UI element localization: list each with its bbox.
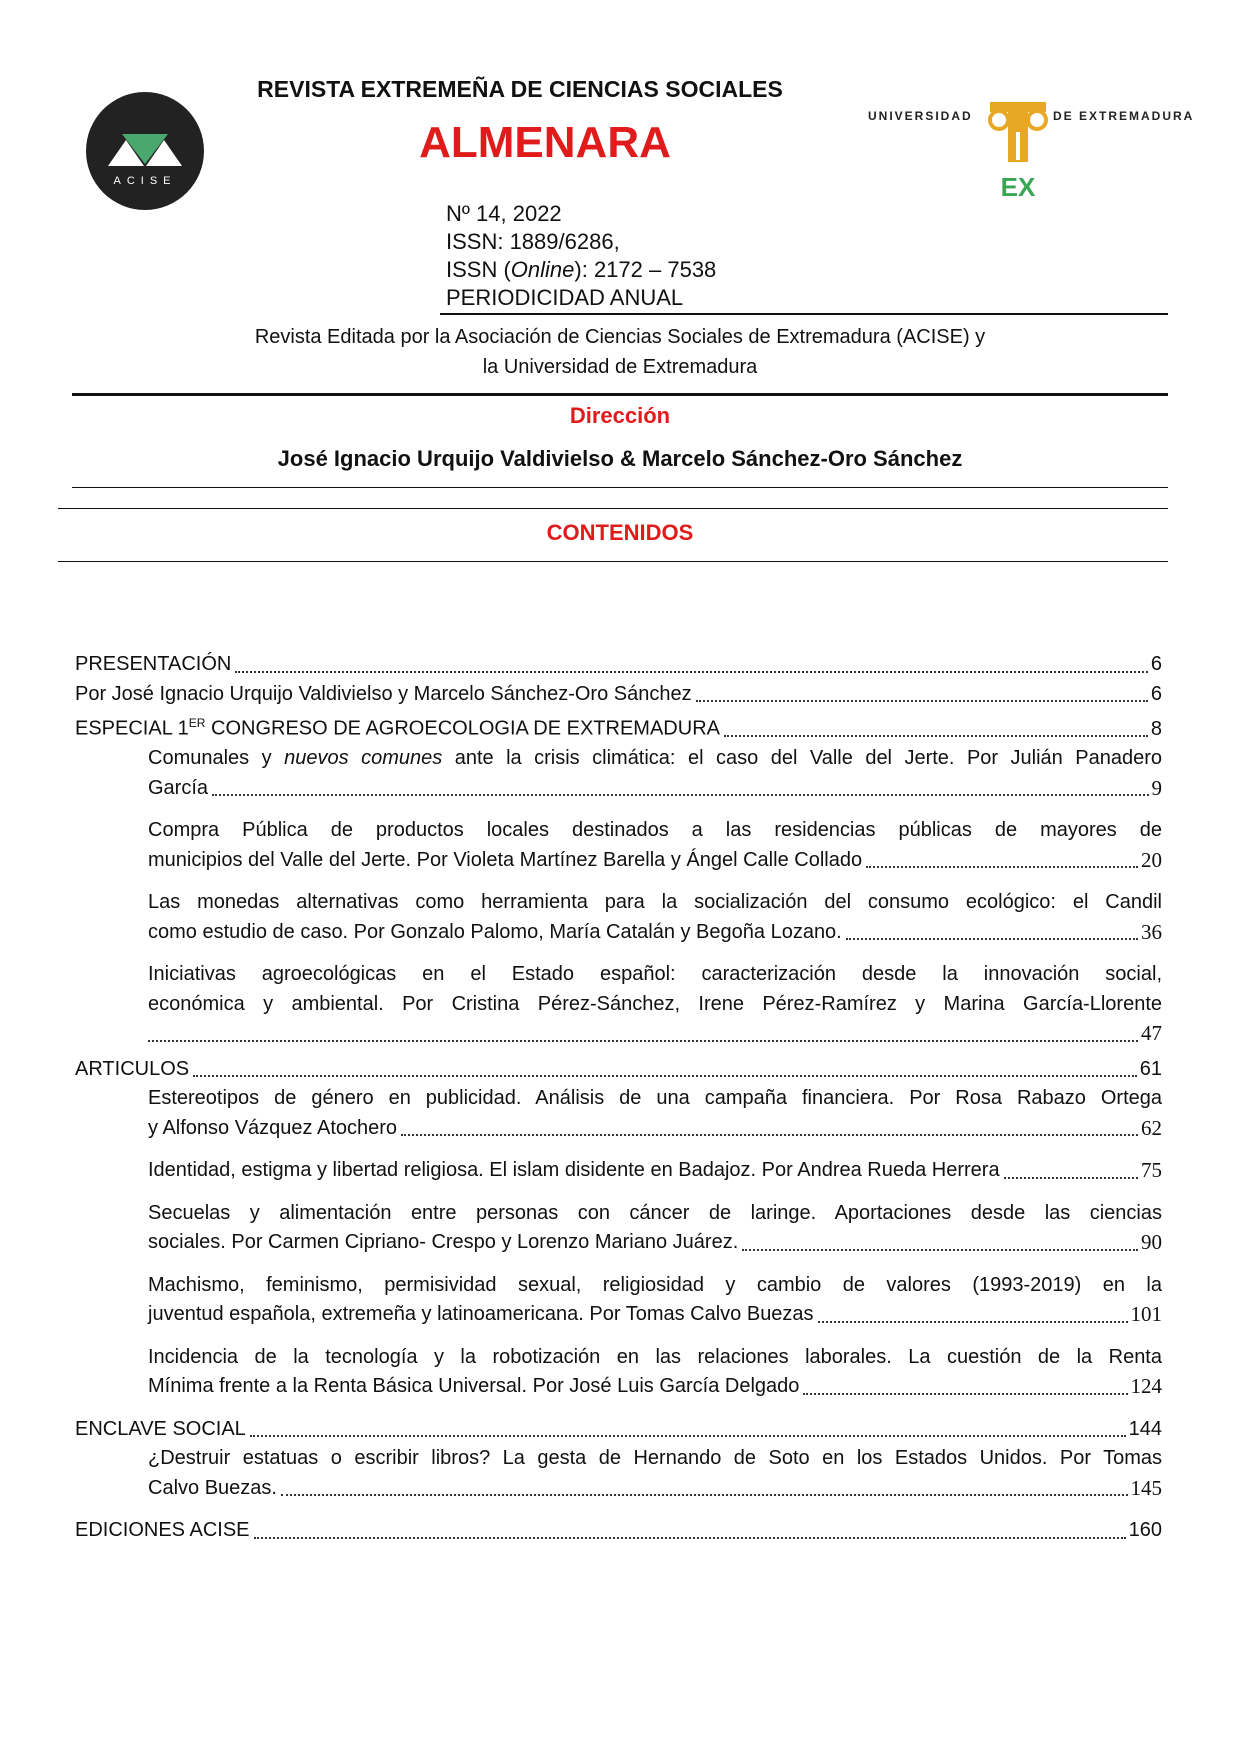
- contents-heading: CONTENIDOS: [546, 520, 694, 545]
- toc-entry-destruir-estatuas[interactable]: ¿Destruir estatuas o escribir libros? La gesta de Hernando de Soto en los Estados Unidos. Por Tomas Calvo Buezas. 145: [148, 1447, 1162, 1500]
- toc-entry-monedas[interactable]: Las monedas alternativas como herramienta para la socialización del consumo ecológico: el Candil como estudio de caso. Por Gonzalo Palomo, María Catalán y Begoña Lozano. 36: [148, 891, 1162, 944]
- journal-title: ALMENARA: [419, 118, 671, 167]
- toc-entry-estereotipos[interactable]: Estereotipos de género en publicidad. Análisis de una campaña financiera. Por Rosa Rabazo Ortega y Alfonso Vázquez Atochero 62: [148, 1087, 1162, 1140]
- issn-print: ISSN: 1889/6286,: [446, 229, 620, 254]
- header-rule: [72, 393, 1168, 396]
- toc-entry-ediciones[interactable]: EDICIONES ACISE 160: [75, 1519, 1162, 1542]
- periodicity: PERIODICIDAD ANUAL: [446, 285, 684, 310]
- toc-entry-incidencia[interactable]: Incidencia de la tecnología y la robotización en las relaciones laborales. La cuestión de la Renta Mínima frente a la Renta Básica Universal. Por José Luis García Delgado 124: [148, 1345, 1162, 1399]
- toc-entry-compra-publica[interactable]: Compra Pública de productos locales destinados a las residencias públicas de mayores de municipios del Valle del Jerte. Por Violeta Martínez Barella y Ángel Calle Collado 20: [148, 819, 1162, 872]
- divider: [58, 561, 1168, 562]
- uex-ex-text: EX: [1000, 172, 1036, 198]
- issue-rule: [440, 313, 1168, 315]
- toc-entry-especial[interactable]: ESPECIAL 1ER CONGRESO DE AGROECOLOGIA DE EXTREMADURA 8: [75, 716, 1162, 740]
- issue-number: Nº 14, 2022: [446, 201, 562, 226]
- toc-entry-presentacion[interactable]: PRESENTACIÓN 6: [75, 653, 1162, 675]
- journal-name: REVISTA EXTREMEÑA DE CIENCIAS SOCIALES: [257, 76, 783, 102]
- toc-entry-machismo[interactable]: Machismo, feminismo, permisividad sexual, religiosidad y cambio de valores (1993-2019) en la juventud española, extremeña y latinoamericana. Por Tomas Calvo Buezas 101: [148, 1273, 1162, 1327]
- direction-label: Dirección: [569, 403, 671, 428]
- toc-entry-presentacion-author[interactable]: Por José Ignacio Urquijo Valdivielso y Marcelo Sánchez-Oro Sánchez 6: [75, 682, 1162, 705]
- column-icon: [990, 102, 1046, 162]
- table-of-contents: [75, 650, 1162, 1546]
- acise-logo-text: ACISE: [113, 175, 177, 187]
- uex-left-text: UNIVERSIDAD: [868, 109, 973, 123]
- uex-logo: [868, 98, 1198, 198]
- divider: [58, 508, 1168, 509]
- toc-entry-iniciativas[interactable]: Iniciativas agroecológicas en el Estado español: caracterización desde la innovación social, económica y ambiental. Por Cristina Pérez-Sánchez, Irene Pérez-Ramírez y Marina García-Llorente 47: [148, 963, 1162, 1046]
- issn-online: ISSN (Online): 2172 – 7538: [446, 257, 717, 282]
- uex-right-text: DE EXTREMADURA: [1053, 109, 1195, 123]
- toc-entry-enclave[interactable]: ENCLAVE SOCIAL 144: [75, 1417, 1162, 1440]
- editor-statement: Revista Editada por la Asociación de Ciencias Sociales de Extremadura (ACISE) y la Universidad de Extremadura: [254, 326, 986, 378]
- issue-info: [446, 200, 716, 312]
- toc-entry-comunales[interactable]: Comunales y nuevos comunes ante la crisis climática: el caso del Valle del Jerte. Por Julián Panadero García 9: [148, 747, 1163, 800]
- direction-names: José Ignacio Urquijo Valdivielso & Marcelo Sánchez-Oro Sánchez: [277, 446, 963, 471]
- toc-entry-identidad[interactable]: Identidad, estigma y libertad religiosa. El islam disidente en Badajoz. Por Andrea Rueda Herrera 75: [148, 1158, 1162, 1183]
- toc-entry-secuelas[interactable]: Secuelas y alimentación entre personas con cáncer de laringe. Aportaciones desde las ciencias sociales. Por Carmen Cipriano- Crespo y Lorenzo Mariano Juárez. 90: [148, 1201, 1162, 1255]
- toc-entry-articulos[interactable]: ARTICULOS 61: [75, 1057, 1162, 1080]
- divider: [72, 487, 1168, 488]
